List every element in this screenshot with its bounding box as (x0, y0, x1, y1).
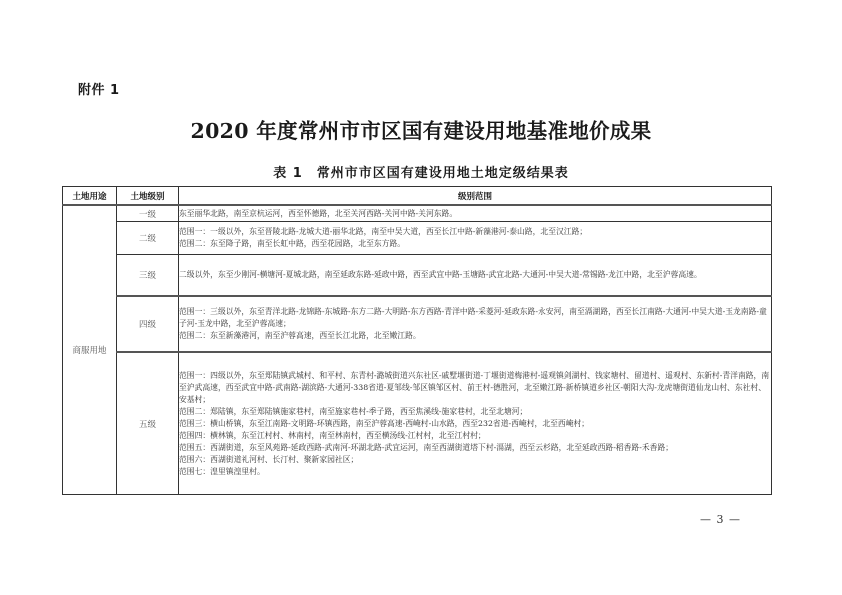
scope-line: 范围二：东至新藻港河，南至沪蓉高速，西至长江北路，北至嫩江路。 (179, 331, 421, 340)
table-row (63, 352, 772, 495)
header-land-grade: 土地级别 (117, 187, 179, 206)
scope-cell (179, 296, 772, 352)
table-number: 表 1 (273, 166, 303, 181)
scope-line: 范围五：西湖街道，东至风苑路-延政西路-武南河-环湖北路-武宜运河，南至西湖街道塔下村-滆湖，西至云杉路，北至延政西路-稻香路-禾香路； (179, 442, 674, 452)
scope-line: 范围一：四级以外，东至郑陆镇武城村、和平村、东青村-潞城街道兴东社区-戚墅堰街道-丁堰街道梅港村-遥观镇剑湖村、钱家塘村、留道村、遥观村、东新村-青洋南路，南至沪武高速，西至武宜中路-武南路-湖滨路-大通河-338省道-夏邹线-邹区镇邹区村、前王村-德胜河，北至嫩江路-新桥镇道乡社区-朝阳大沟-龙虎塘街道仙龙山村、东社村、安基村； (179, 370, 770, 404)
grade-cell: 四级 (117, 296, 179, 352)
document-title: 2020 年度常州市市区国有建设用地基准地价成果 (190, 119, 652, 143)
scope-line: 东至丽华北路，南至京杭运河，西至怀德路，北至关河西路-关河中路-关河东路。 (179, 208, 458, 218)
header-grade-scope: 级别范围 (179, 187, 772, 206)
table-row (63, 296, 772, 352)
scope-line: 范围一：一级以外，东至晋陵北路-龙城大道-丽华北路，南至中吴大道，西至长江中路-新藻港河-泰山路，北至汉江路； (179, 227, 588, 236)
scope-line: 范围六：西湖街道礼河村、长汀村、聚新家园社区； (179, 454, 359, 464)
scope-line: 二级以外，东至少刚河-横塘河-夏城北路，南至延政东路-延政中路，西至武宜中路-玉塘路-武宜北路-大通河-中吴大道-常锡路-龙江中路，北至沪蓉高速。 (179, 270, 702, 279)
table-header-row (63, 187, 772, 206)
grade-cell: 三级 (117, 255, 179, 297)
land-grade-table (62, 186, 772, 495)
scope-cell (179, 222, 772, 255)
header-land-use: 土地用途 (63, 187, 117, 206)
table-title (0, 162, 842, 181)
grade-cell: 一级 (117, 205, 179, 222)
table-caption: 常州市市区国有建设用地土地定级结果表 (316, 166, 569, 181)
scope-cell (179, 352, 772, 495)
scope-line: 范围四：横林镇，东至江村村、林南村，南至林南村，西至横汤线-江村村，北至江村村； (179, 430, 486, 440)
scope-line: 范围七：湟里镇湟里村。 (179, 466, 265, 476)
land-use-cell: 商服用地 (63, 205, 117, 495)
scope-line: 范围二：东至降子路，南至长虹中路，西至花园路，北至东方路。 (179, 239, 406, 248)
scope-line: 范围三：横山桥镇，东至江南路-文明路-环镇西路，南至沪蓉高速-西崦村-山水路，西至232省道-西崦村，北至西崦村； (179, 418, 590, 428)
page-number: — 3 — (700, 513, 741, 526)
scope-line: 范围二：郑陆镇，东至郑陆镇施家巷村，南至施家巷村-季子路，西至焦溪线-施家巷村，北至北塘河； (179, 406, 528, 416)
attachment-label: 附件 1 (78, 83, 120, 98)
scope-cell (179, 255, 772, 297)
table-row (63, 255, 772, 297)
grade-cell: 二级 (117, 222, 179, 255)
table-row (63, 222, 772, 255)
scope-cell (179, 205, 772, 222)
table-row (63, 205, 772, 222)
grade-cell: 五级 (117, 352, 179, 495)
scope-line: 范围一：三级以外，东至青洋北路-龙锦路-东城路-东方二路-大明路-东方西路-青洋中路-采菱河-延政东路-永安河，南至滆湖路，西至长江南路-大通河-中吴大道-玉龙南路-童子河-玉龙中路，北至沪蓉高速； (179, 307, 767, 328)
